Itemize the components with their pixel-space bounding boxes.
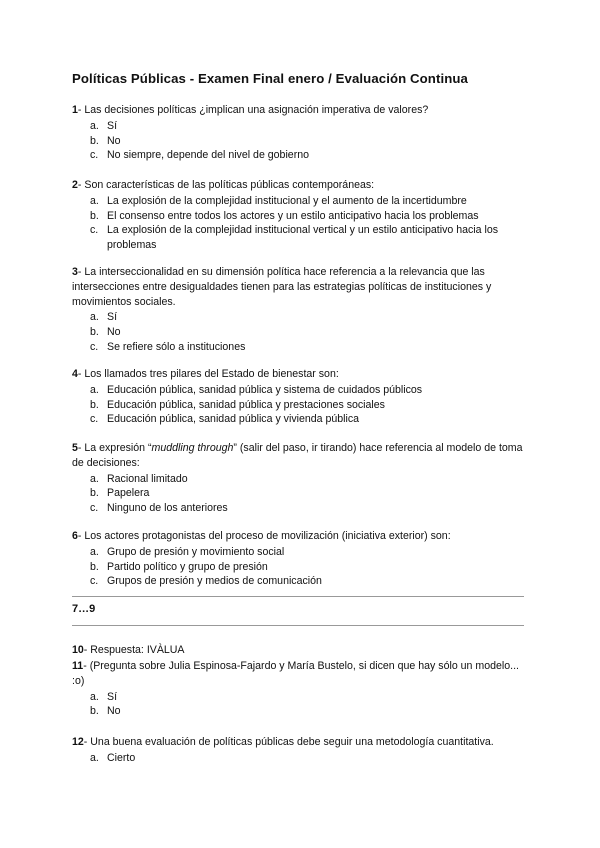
question-text: 12- Una buena evaluación de políticas públicas debe seguir una metodología cuantitativa.: [72, 736, 494, 748]
option-2b: b. El consenso entre todos los actores y un estilo anticipativo hacia los problemas: [90, 209, 479, 222]
option-6b: b. Partido político y grupo de presión: [90, 560, 268, 573]
question-text: 4- Los llamados tres pilares del Estado de bienestar son:: [72, 368, 339, 380]
option-2c: c. La explosión de la complejidad institucional vertical y un estilo anticipativo hacia los problemas: [90, 224, 499, 252]
option-4c: c. Educación pública, sanidad pública y vivienda pública: [90, 413, 360, 426]
question-1: [72, 103, 532, 163]
option-5a: a. Racional limitado: [90, 472, 188, 485]
option-1a: a. Sí: [90, 119, 118, 132]
divider-bottom: [72, 625, 524, 626]
option-4b: b. Educación pública, sanidad pública y prestaciones sociales: [90, 398, 385, 411]
question-text: 3- La interseccionalidad en su dimensión política hace referencia a la relevancia que las intersecciones entre desigualdades tienen para las estrategias políticas de instituciones y movimientos sociales.: [72, 266, 492, 308]
skipped-questions-marker: 7…9: [72, 603, 96, 615]
option-1b: b. No: [90, 134, 121, 147]
option-2a: a. La explosión de la complejidad institucional y el aumento de la incertidumbre: [90, 194, 467, 207]
question-5: [72, 441, 532, 516]
question-text: 10- Respuesta: IVÀLUA: [72, 644, 185, 656]
option-6a: a. Grupo de presión y movimiento social: [90, 545, 285, 558]
option-3c: c. Se refiere sólo a instituciones: [90, 340, 246, 353]
italic-term: muddling through: [151, 442, 234, 454]
option-3b: b. No: [90, 326, 121, 339]
page-title: Políticas Públicas - Examen Final enero / Evaluación Continua: [72, 71, 468, 86]
question-text: 6- Los actores protagonistas del proceso de movilización (iniciativa exterior) son:: [72, 530, 451, 542]
option-3a: a. Sí: [90, 311, 118, 324]
divider-top: [72, 596, 524, 597]
option-6c: c. Grupos de presión y medios de comunicación: [90, 575, 322, 588]
option-1c: c. No siempre, depende del nivel de gobierno: [90, 149, 310, 162]
question-2: [72, 178, 532, 253]
question-12: [72, 735, 542, 766]
question-text: 5- La expresión “muddling through” (salir del paso, ir tirando) hace referencia al modelo de toma de decisiones:: [72, 442, 523, 469]
option-4a: a. Educación pública, sanidad pública y sistema de cuidados públicos: [90, 383, 423, 396]
question-4: [72, 367, 532, 427]
question-text: 1- Las decisiones políticas ¿implican una asignación imperativa de valores?: [72, 104, 429, 116]
question-3: [72, 265, 532, 355]
option-5c: c. Ninguno de los anteriores: [90, 502, 228, 515]
question-text: 11- (Pregunta sobre Julia Espinosa-Fajardo y María Bustelo, si dicen que hay sólo un modelo... :o): [72, 660, 519, 687]
option-11a: a. Sí: [90, 690, 118, 703]
option-12a: a. Cierto: [90, 751, 136, 764]
question-11: [72, 659, 532, 719]
option-5b: b. Papelera: [90, 487, 150, 500]
option-11b: b. No: [90, 705, 121, 718]
question-10: [72, 643, 532, 658]
question-text: 2- Son características de las políticas públicas contemporáneas:: [72, 179, 375, 191]
question-6: [72, 529, 532, 589]
